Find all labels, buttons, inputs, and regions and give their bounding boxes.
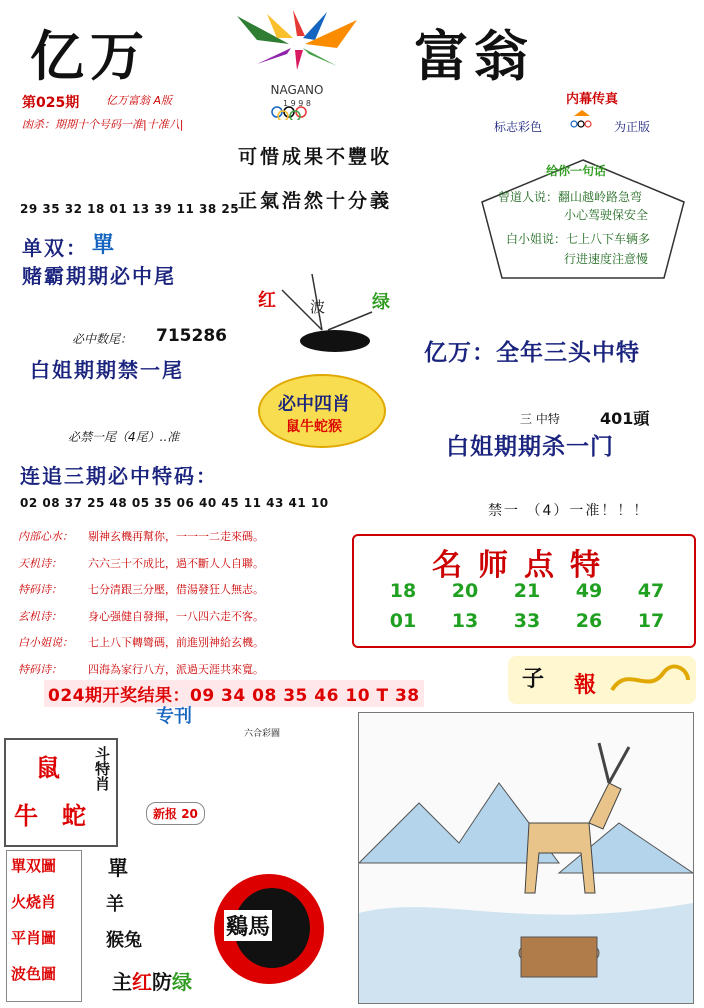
- poem-line-1: 可惜成果不豐收: [238, 146, 393, 168]
- fax-right: 为正版: [614, 120, 651, 134]
- banned-one: 必禁一尾（4尾）..准: [68, 430, 180, 444]
- magazine-title: 专刊: [156, 706, 192, 727]
- numbers-row-2: 02 08 37 25 48 05 35 06 40 45 11 43 41 10: [20, 496, 329, 510]
- teacher-num: 47: [637, 580, 665, 602]
- teacher-num: 21: [513, 580, 541, 602]
- lamp-icon: [272, 272, 382, 332]
- chart-row: 單双圖: [11, 857, 57, 875]
- zodiac-vertical: 斗特肖: [93, 746, 111, 791]
- gift-line-2a: 白小姐说：七上八下车辆多: [506, 232, 651, 246]
- gift-line-2b: 行进速度注意慢: [564, 252, 649, 266]
- zodiac-niu: 牛: [14, 802, 38, 830]
- lamp-blue: 波: [310, 298, 326, 316]
- pick-hou: 猴兔: [106, 930, 142, 951]
- teacher-num: 26: [575, 610, 603, 632]
- gift-line-1a: 曾道人说：翻山越岭路急弯: [498, 190, 643, 204]
- issue-hint: 凼杀：期期十个号码一准|十准八|: [22, 118, 184, 131]
- three-head-label: 三 中特: [520, 412, 560, 426]
- issue-label: 第025期: [22, 95, 80, 111]
- poem-item: 玄机诗： 身心强健自發揮，一八四六走不客。: [18, 609, 264, 623]
- teacher-num: 18: [389, 580, 417, 602]
- zodiac-she: 蛇: [62, 802, 86, 830]
- tail-slogan: 赌霸期期必中尾: [22, 264, 176, 288]
- chase-title: 连追三期必中特码：: [20, 464, 218, 488]
- nagano-logo: [205, 8, 390, 120]
- pick-ji: 鷄馬: [224, 910, 272, 941]
- olympic-flower-icon: [205, 8, 390, 120]
- gift-line-1b: 小心驾驶保安全: [564, 208, 649, 222]
- teacher-title: 名师点特: [432, 548, 616, 583]
- poem-list: [18, 524, 264, 683]
- fax-left: 标志彩色: [494, 120, 543, 134]
- fax-logo-icon: [560, 110, 604, 130]
- logo-text: NAGANO: [270, 83, 324, 97]
- must-tail-value: 715286: [156, 326, 227, 346]
- issue-brand: 亿万富翁 A版: [106, 94, 173, 107]
- poem-item: 特码诗： 四海為家行八方，派過天涯共來寬。: [18, 662, 264, 676]
- yiwan-slogan: 亿万：全年三头中特: [424, 340, 640, 366]
- deer-illustration: [358, 712, 694, 1004]
- teacher-num: 20: [451, 580, 479, 602]
- poem-line-2: 正氣浩然十分義: [238, 190, 393, 212]
- chart-row: 波色圖: [11, 965, 57, 983]
- pick-dan: 單: [108, 856, 128, 880]
- magazine-tag: 新报 20: [146, 802, 205, 825]
- title-left: 亿万: [30, 24, 150, 88]
- previous-result: 024期开奖结果：09 34 08 35 46 10 T 38: [44, 680, 424, 707]
- numbers-row-1: 29 35 32 18 01 13 39 11 38 25: [20, 202, 240, 216]
- chart-row: 平肖圖: [11, 929, 57, 947]
- kill-door: 白姐期期杀一门: [446, 434, 614, 460]
- must-tail-label: 必中数尾：: [72, 332, 133, 346]
- teacher-num: 01: [389, 610, 417, 632]
- teacher-num: 13: [451, 610, 479, 632]
- pick-yang: 羊: [106, 894, 124, 915]
- lamp-shade: [300, 330, 370, 352]
- ban-line: 禁一 （4）一准！！！: [488, 503, 650, 519]
- chart-row: 火烧肖: [11, 893, 57, 911]
- main-color: 主红防绿: [112, 970, 192, 994]
- teacher-num: 33: [513, 610, 541, 632]
- magazine-sub: 六合彩圖: [244, 729, 281, 739]
- badge-line-2: 鼠牛蛇猴: [286, 419, 342, 435]
- poem-item: 天机诗： 六六三十不成比，過不斷人人自聯。: [18, 556, 264, 570]
- zodiac-shu: 鼠: [36, 754, 60, 782]
- teacher-picks-box: [352, 534, 696, 648]
- badge-line-1: 必中四肖: [278, 394, 350, 415]
- poem-item: 白小姐说： 七上八下轉彎碼，前進別神給玄機。: [18, 636, 264, 649]
- poem-item: 内部心水： 剔神玄機再幫你，一一一二走來碼。: [18, 530, 264, 543]
- single-double-label: 单双：: [22, 236, 88, 260]
- chart-list-box: [6, 850, 82, 1002]
- poem-item: 特码诗： 七分清跟三分壓，借湯發狂人無志。: [18, 583, 264, 596]
- zodiac-dragon-banner: 子 報: [508, 656, 696, 704]
- dragon-icon: [608, 660, 692, 700]
- title-right: 富翁: [414, 24, 534, 88]
- three-head-value: 401頭: [600, 409, 650, 428]
- gift-title: 给你一句话: [546, 164, 607, 178]
- fax-title: 内幕传真: [566, 92, 619, 107]
- lamp-red: 红: [258, 290, 276, 311]
- banned-tail-slogan: 白姐期期禁一尾: [30, 358, 184, 382]
- teacher-num: 49: [575, 580, 603, 602]
- teacher-num: 17: [637, 610, 665, 632]
- single-double-value: 單: [92, 233, 115, 258]
- lamp-green: 绿: [372, 292, 390, 313]
- logo-year: 1 9 9 8: [283, 99, 311, 108]
